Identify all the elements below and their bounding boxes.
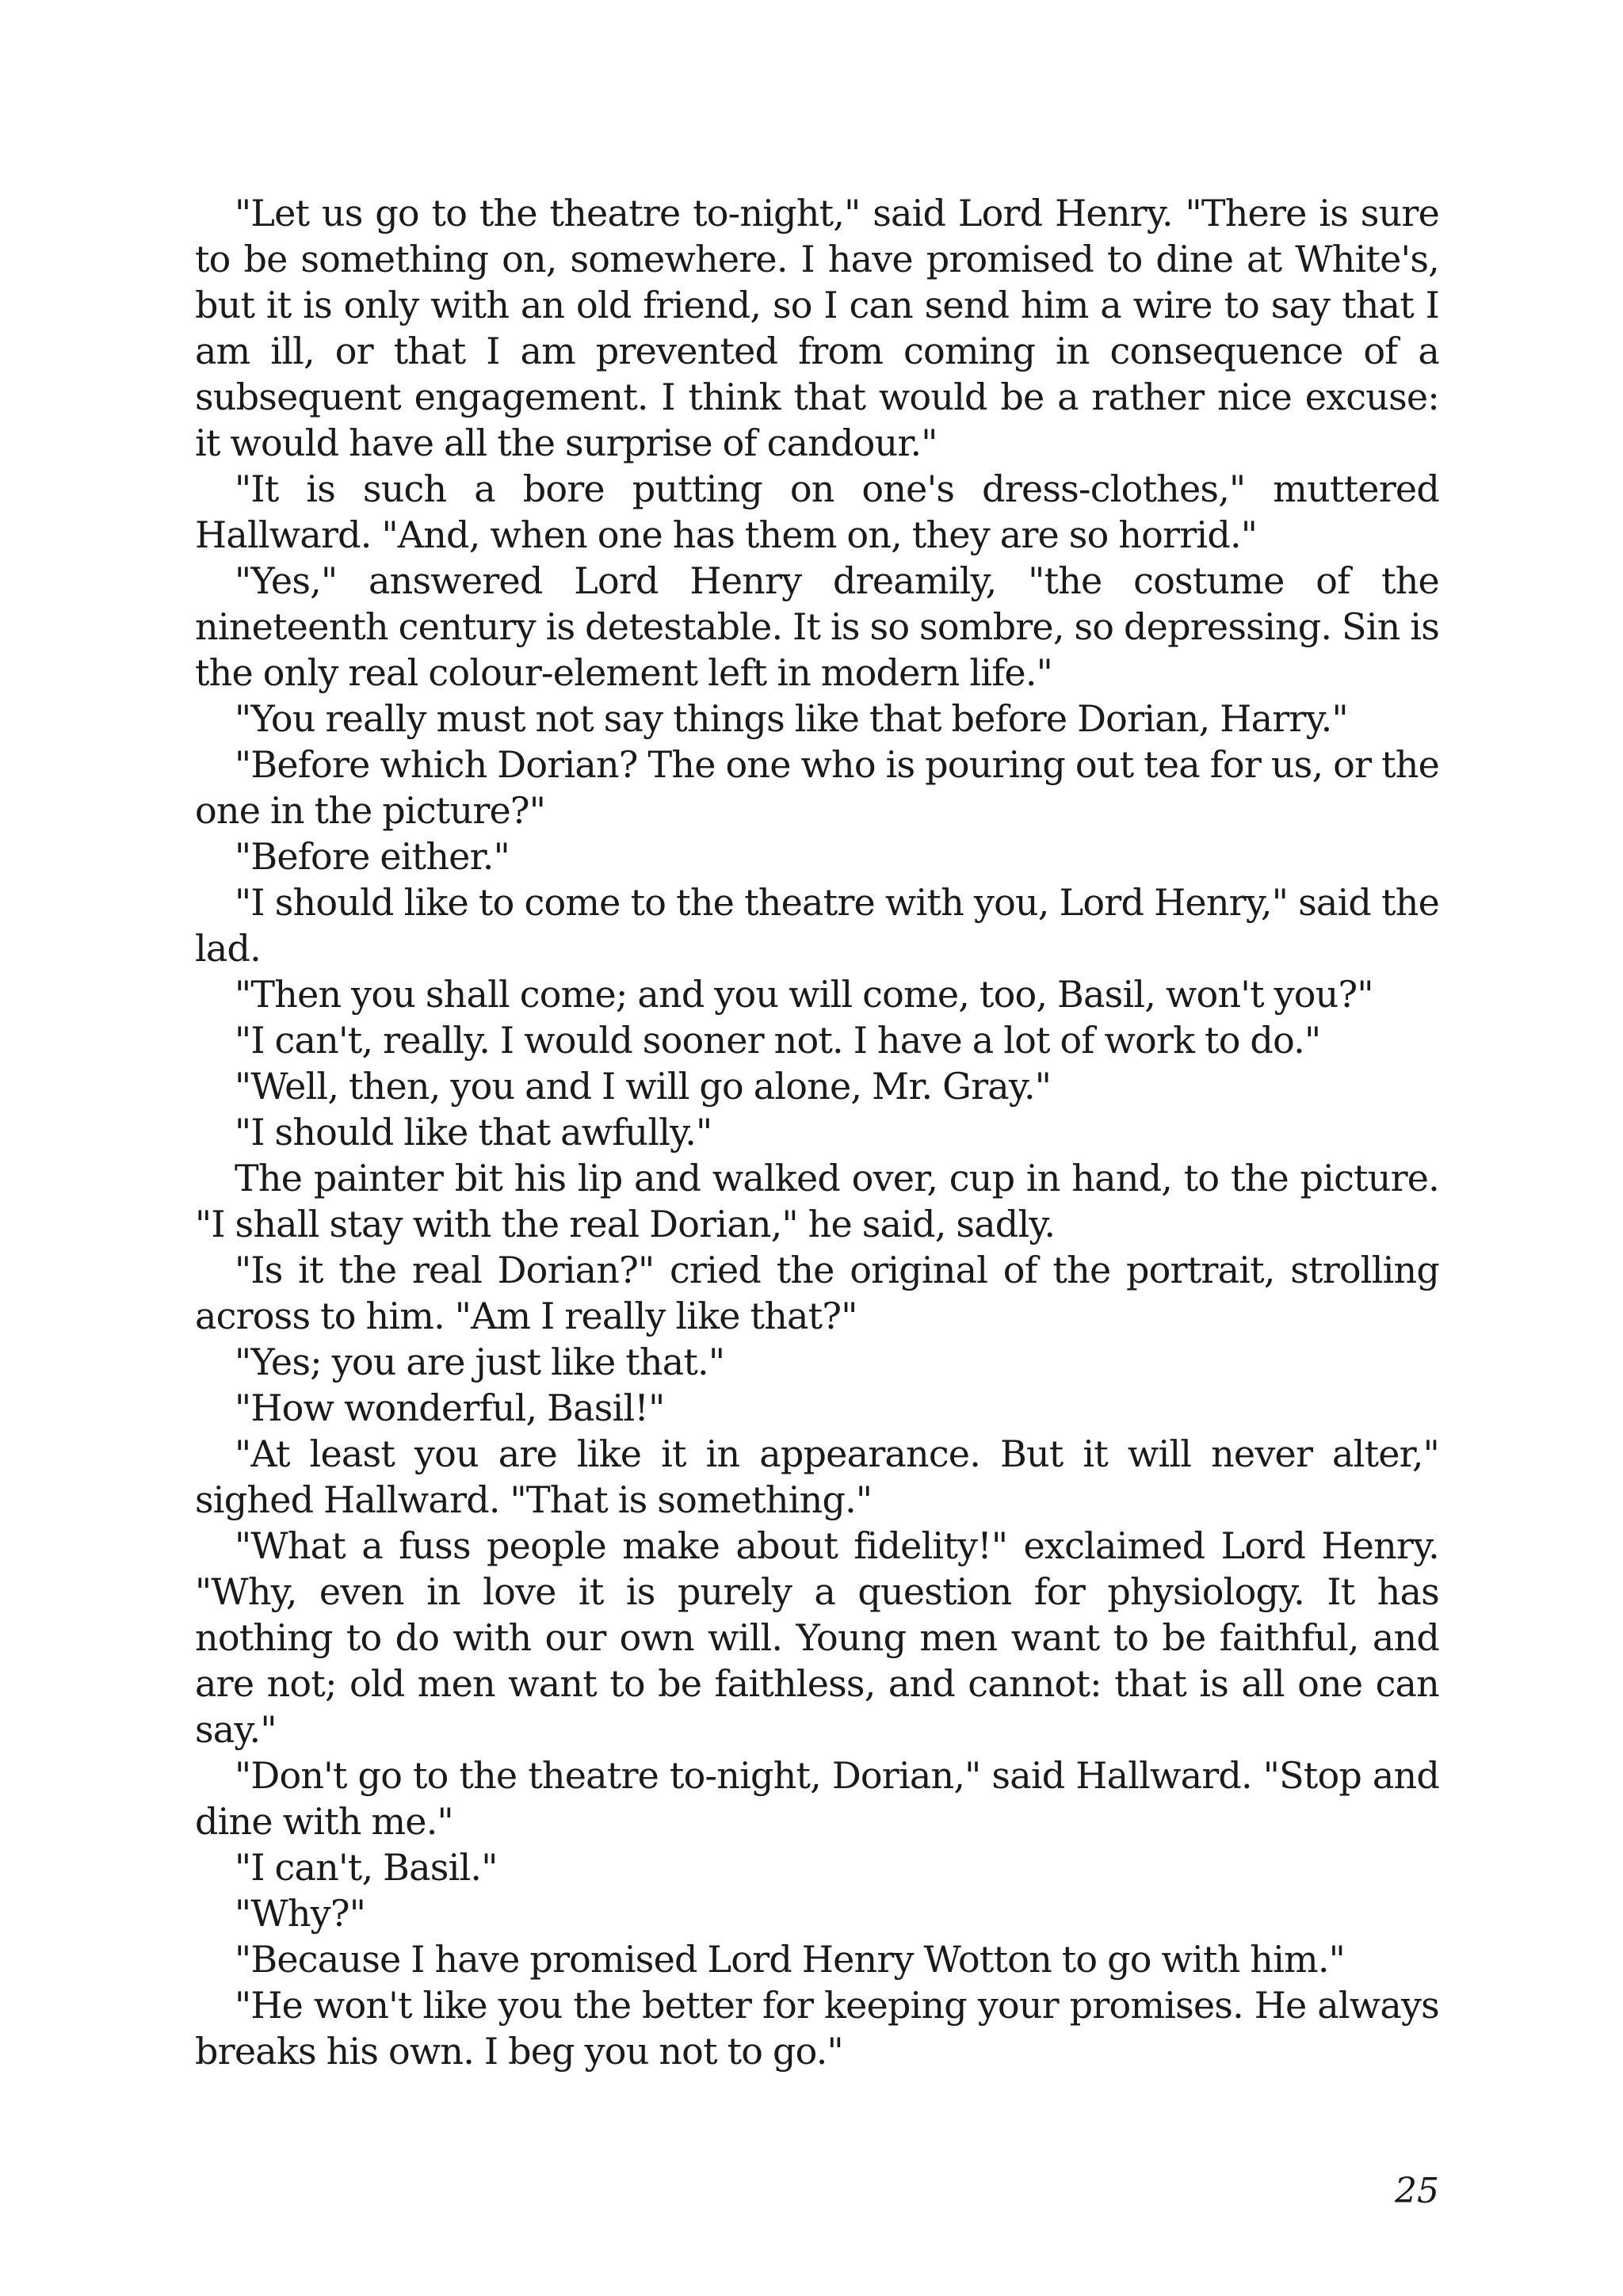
paragraph: "It is such a bore putting on one's dress-clothes," muttered Hallward. "And, when one has them on, they are so horrid.": [195, 467, 1439, 556]
paragraph: "Because I have promised Lord Henry Wotton to go with him.": [235, 1938, 1346, 1981]
paragraph: "Is it the real Dorian?" cried the original of the portrait, strolling across to him. "Am I really like that?": [195, 1249, 1439, 1337]
page-number: 25: [1395, 2171, 1439, 2211]
paragraph: "I can't, Basil.": [235, 1846, 498, 1889]
paragraph: "What a fuss people make about fidelity!" exclaimed Lord Henry. "Why, even in love it is purely a question for physiology. It has nothing to do with our own will. Young men want to be faithful, and are not; old men want to be faithless, and cannot: that is all one can say.": [195, 1524, 1439, 1751]
paragraph: "I should like to come to the theatre with you, Lord Henry," said the lad.: [195, 881, 1439, 970]
page-body: [195, 190, 1439, 2074]
paragraph: "I can't, really. I would sooner not. I have a lot of work to do.": [235, 1019, 1321, 1062]
paragraph: "He won't like you the better for keeping your promises. He always breaks his own. I beg you not to go.": [195, 1984, 1439, 2073]
paragraph: "Before either.": [235, 835, 510, 878]
paragraph: "Yes," answered Lord Henry dreamily, "the costume of the nineteenth century is detestable. It is so sombre, so depressing. Sin is the only real colour-element left in modern life.": [195, 559, 1439, 694]
paragraph: "Let us go to the theatre to-night," said Lord Henry. "There is sure to be something on, somewhere. I have promised to dine at White's, but it is only with an old friend, so I can send him a wire to say that I am ill, or that I am prevented from coming in consequence of a subsequent engagement. I think that would be a rather nice excuse: it would have all the surprise of candour.": [195, 192, 1439, 464]
paragraph: "Then you shall come; and you will come, too, Basil, won't you?": [235, 973, 1373, 1016]
paragraph: "Don't go to the theatre to-night, Dorian," said Hallward. "Stop and dine with me.": [195, 1754, 1439, 1843]
paragraph: "Yes; you are just like that.": [235, 1341, 725, 1383]
paragraph: "Before which Dorian? The one who is pouring out tea for us, or the one in the picture?": [195, 743, 1439, 832]
paragraph: "I should like that awfully.": [235, 1111, 712, 1154]
paragraph: "How wonderful, Basil!": [235, 1386, 665, 1429]
paragraph: "You really must not say things like that before Dorian, Harry.": [235, 697, 1348, 740]
paragraph: "Well, then, you and I will go alone, Mr. Gray.": [235, 1065, 1052, 1108]
paragraph: "At least you are like it in appearance. But it will never alter," sighed Hallward. "That is something.": [195, 1432, 1439, 1521]
paragraph: The painter bit his lip and walked over, cup in hand, to the picture. "I shall stay with the real Dorian," he said, sadly.: [195, 1157, 1439, 1245]
paragraph: "Why?": [235, 1892, 366, 1935]
